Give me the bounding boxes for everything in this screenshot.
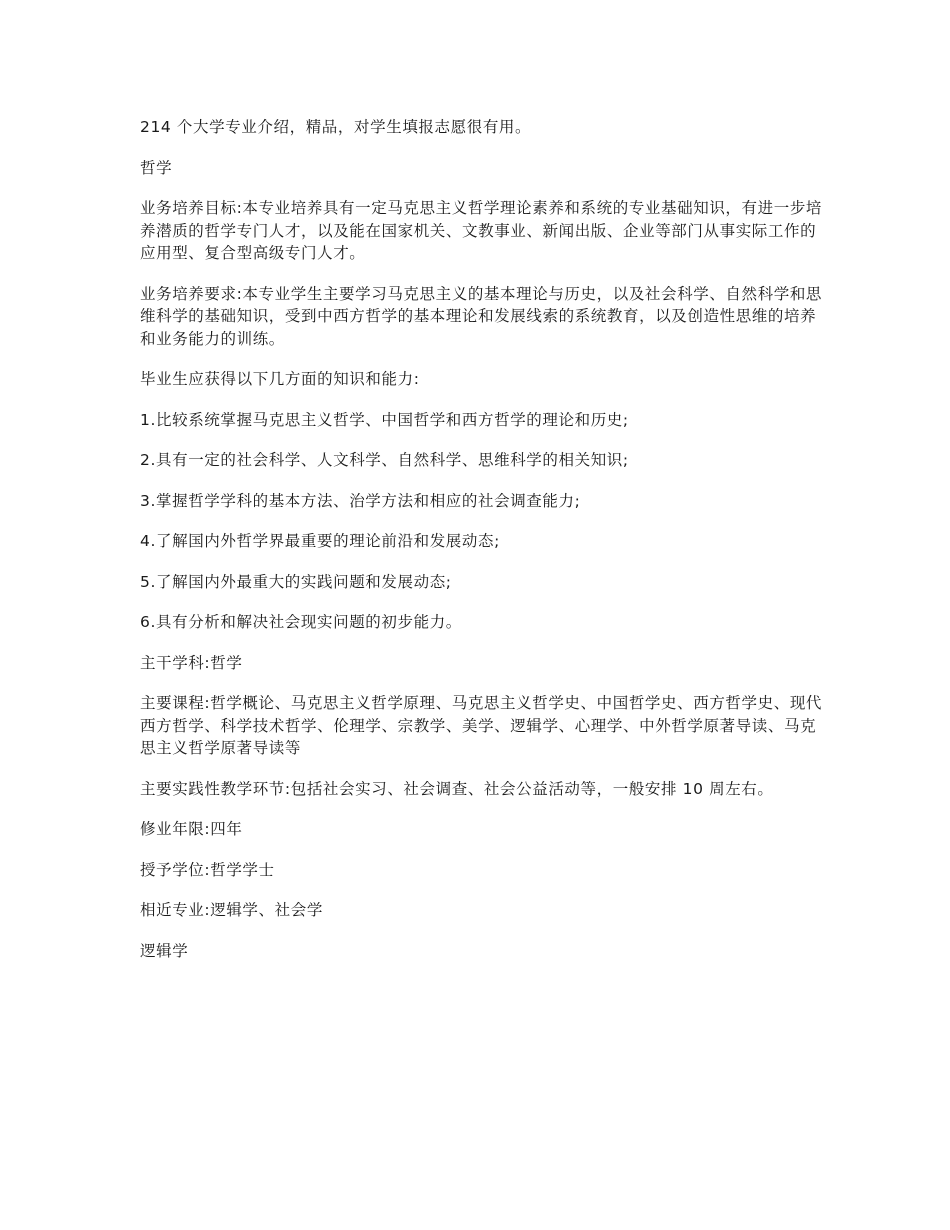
document-page [140,116,830,980]
study-duration: 修业年限:四年 [140,820,243,838]
ability-item-3: 3.掌握哲学学科的基本方法、治学方法和相应的社会调查能力; [140,491,581,510]
main-courses: 主要课程:哲学概论、马克思主义哲学原理、马克思主义哲学史、中国哲学史、西方哲学史、现代西方哲学、科学技术哲学、伦理学、宗教学、美学、逻辑学、心理学、中外哲学原著导读、马克思主义哲学原著导读等 [140,694,823,757]
training-requirement: 业务培养要求:本专业学生主要学习马克思主义的基本理论与历史，以及社会科学、自然科学和思维科学的基础知识，受到中西方哲学的基本理论和发展线索的系统教育，以及创造性思维的培养和业务能力的训练。 [140,284,823,348]
intro-line: 214 个大学专业介绍，精品，对学生填报志愿很有用。 [140,118,532,136]
practical-teaching: 主要实践性教学环节:包括社会实习、社会调查、社会公益活动等，一般安排 10 周左右。 [140,779,774,798]
ability-item-1: 1.比较系统掌握马克思主义哲学、中国哲学和西方哲学的理论和历史; [140,410,629,429]
ability-item-4: 4.了解国内外哲学界最重要的理论前沿和发展动态; [140,532,500,550]
ability-item-2: 2.具有一定的社会科学、人文科学、自然科学、思维科学的相关知识; [140,451,629,469]
main-discipline: 主干学科:哲学 [140,653,243,672]
section-heading-logic: 逻辑学 [140,941,189,960]
degree-awarded: 授予学位:哲学学士 [140,860,275,879]
training-goal: 业务培养目标:本专业培养具有一定马克思主义哲学理论素养和系统的专业基础知识，有进一步培养潜质的哲学专门人才，以及能在国家机关、文教事业、新闻出版、企业等部门从事实际工作的应用型、复合型高级专门人才。 [140,199,823,262]
related-majors: 相近专业:逻辑学、社会学 [140,901,323,919]
ability-item-5: 5.了解国内外最重大的实践问题和发展动态; [140,572,452,591]
ability-item-6: 6.具有分析和解决社会现实问题的初步能力。 [140,613,462,631]
section-heading-philosophy: 哲学 [140,158,173,177]
graduate-abilities-intro: 毕业生应获得以下几方面的知识和能力: [140,370,420,388]
